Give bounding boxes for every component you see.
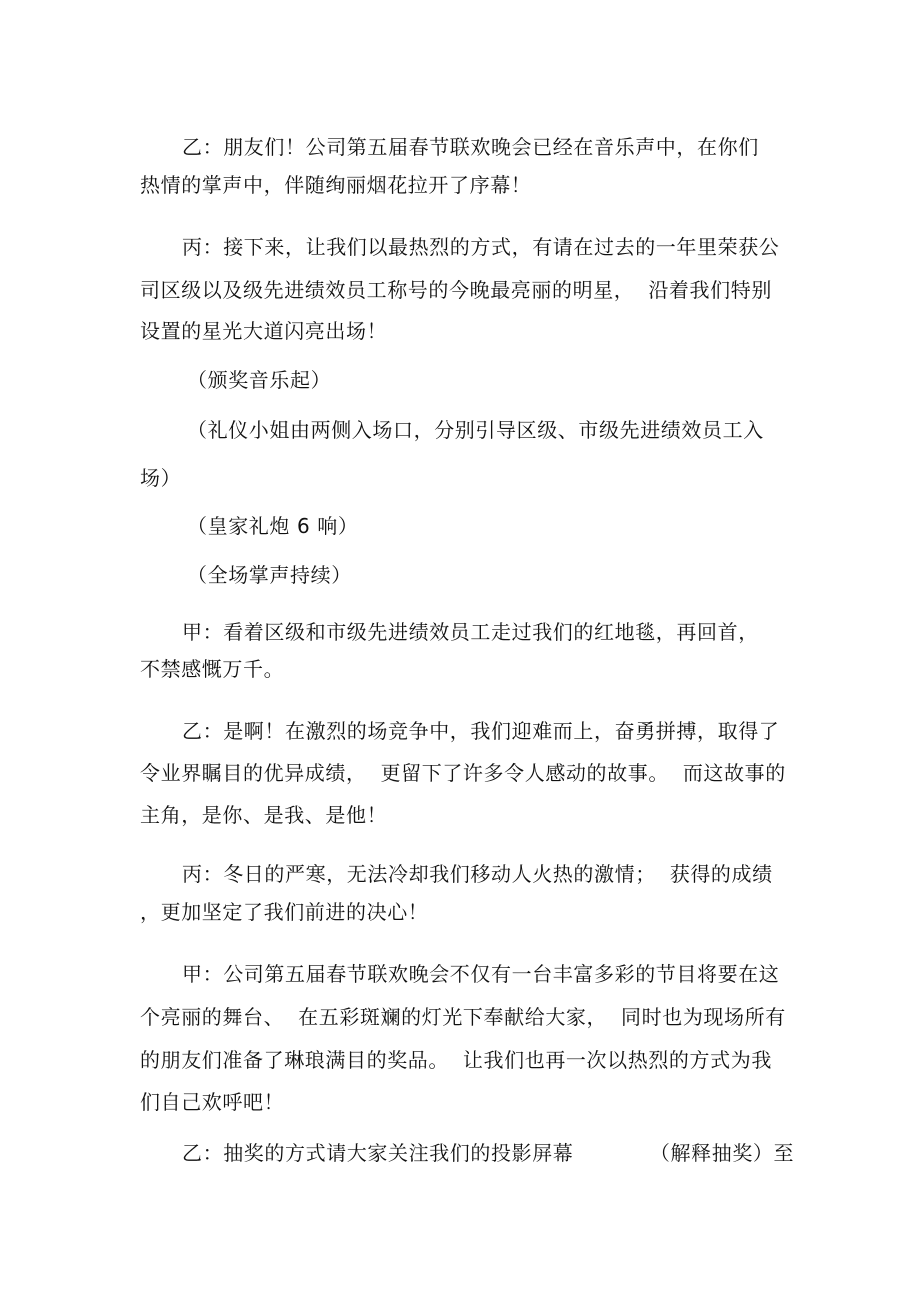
paragraph-line: 不禁感慨万千。 (140, 657, 285, 681)
paragraph-line: 乙：是啊！在激烈的场竞争中，我们迎难而上，奋勇拼搏，取得了 (182, 719, 780, 743)
paragraph-line: 的朋友们准备了琳琅满目的奖品。 让我们也再一次以热烈的方式为我 (140, 1048, 772, 1072)
paragraph-line: 乙：朋友们！公司第五届春节联欢晚会已经在音乐声中，在你们 (182, 135, 759, 159)
paragraph-line: 设置的星光大道闪亮出场！ (140, 319, 388, 343)
paragraph-line: （颁奖音乐起） (187, 368, 332, 392)
paragraph-line: 场） (140, 466, 182, 490)
paragraph-line: ，更加坚定了我们前进的决心！ (140, 900, 429, 924)
paragraph-line: （皇家礼炮 6 响） (187, 514, 359, 538)
paragraph-line: 个亮丽的舞台、 在五彩斑斓的灯光下奉献给大家， 同时也为现场所有 (140, 1005, 786, 1029)
paragraph-line: 主角，是你、是我、是他！ (140, 803, 388, 827)
paragraph-line: 乙：抽奖的方式请大家关注我们的投影屏幕 （解释抽奖）至 (182, 1141, 795, 1165)
paragraph-line: 令业界瞩目的优异成绩， 更留下了许多令人感动的故事。 而这故事的 (140, 761, 786, 785)
paragraph-line: 甲：公司第五届春节联欢晚会不仅有一台丰富多彩的节目将要在这 (182, 962, 780, 986)
paragraph-line: 们自己欢呼吧！ (140, 1090, 285, 1114)
paragraph-line: 热情的掌声中，伴随绚丽烟花拉开了序幕！ (140, 173, 532, 197)
paragraph-line: 甲：看着区级和市级先进绩效员工走过我们的红地毯，再回首， (182, 620, 759, 644)
paragraph-line: 丙：接下来，让我们以最热烈的方式，有请在过去的一年里荣获公 (182, 235, 780, 259)
paragraph-line: 丙：冬日的严寒，无法冷却我们移动人火热的激情； 获得的成绩 (182, 862, 773, 886)
paragraph-line: （礼仪小姐由两侧入场口，分别引导区级、市级先进绩效员工入 (187, 418, 764, 442)
paragraph-line: （全场掌声持续） (187, 563, 352, 587)
paragraph-line: 司区级以及级先进绩效员工称号的今晚最亮丽的明星， 沿着我们特别 (140, 278, 772, 302)
